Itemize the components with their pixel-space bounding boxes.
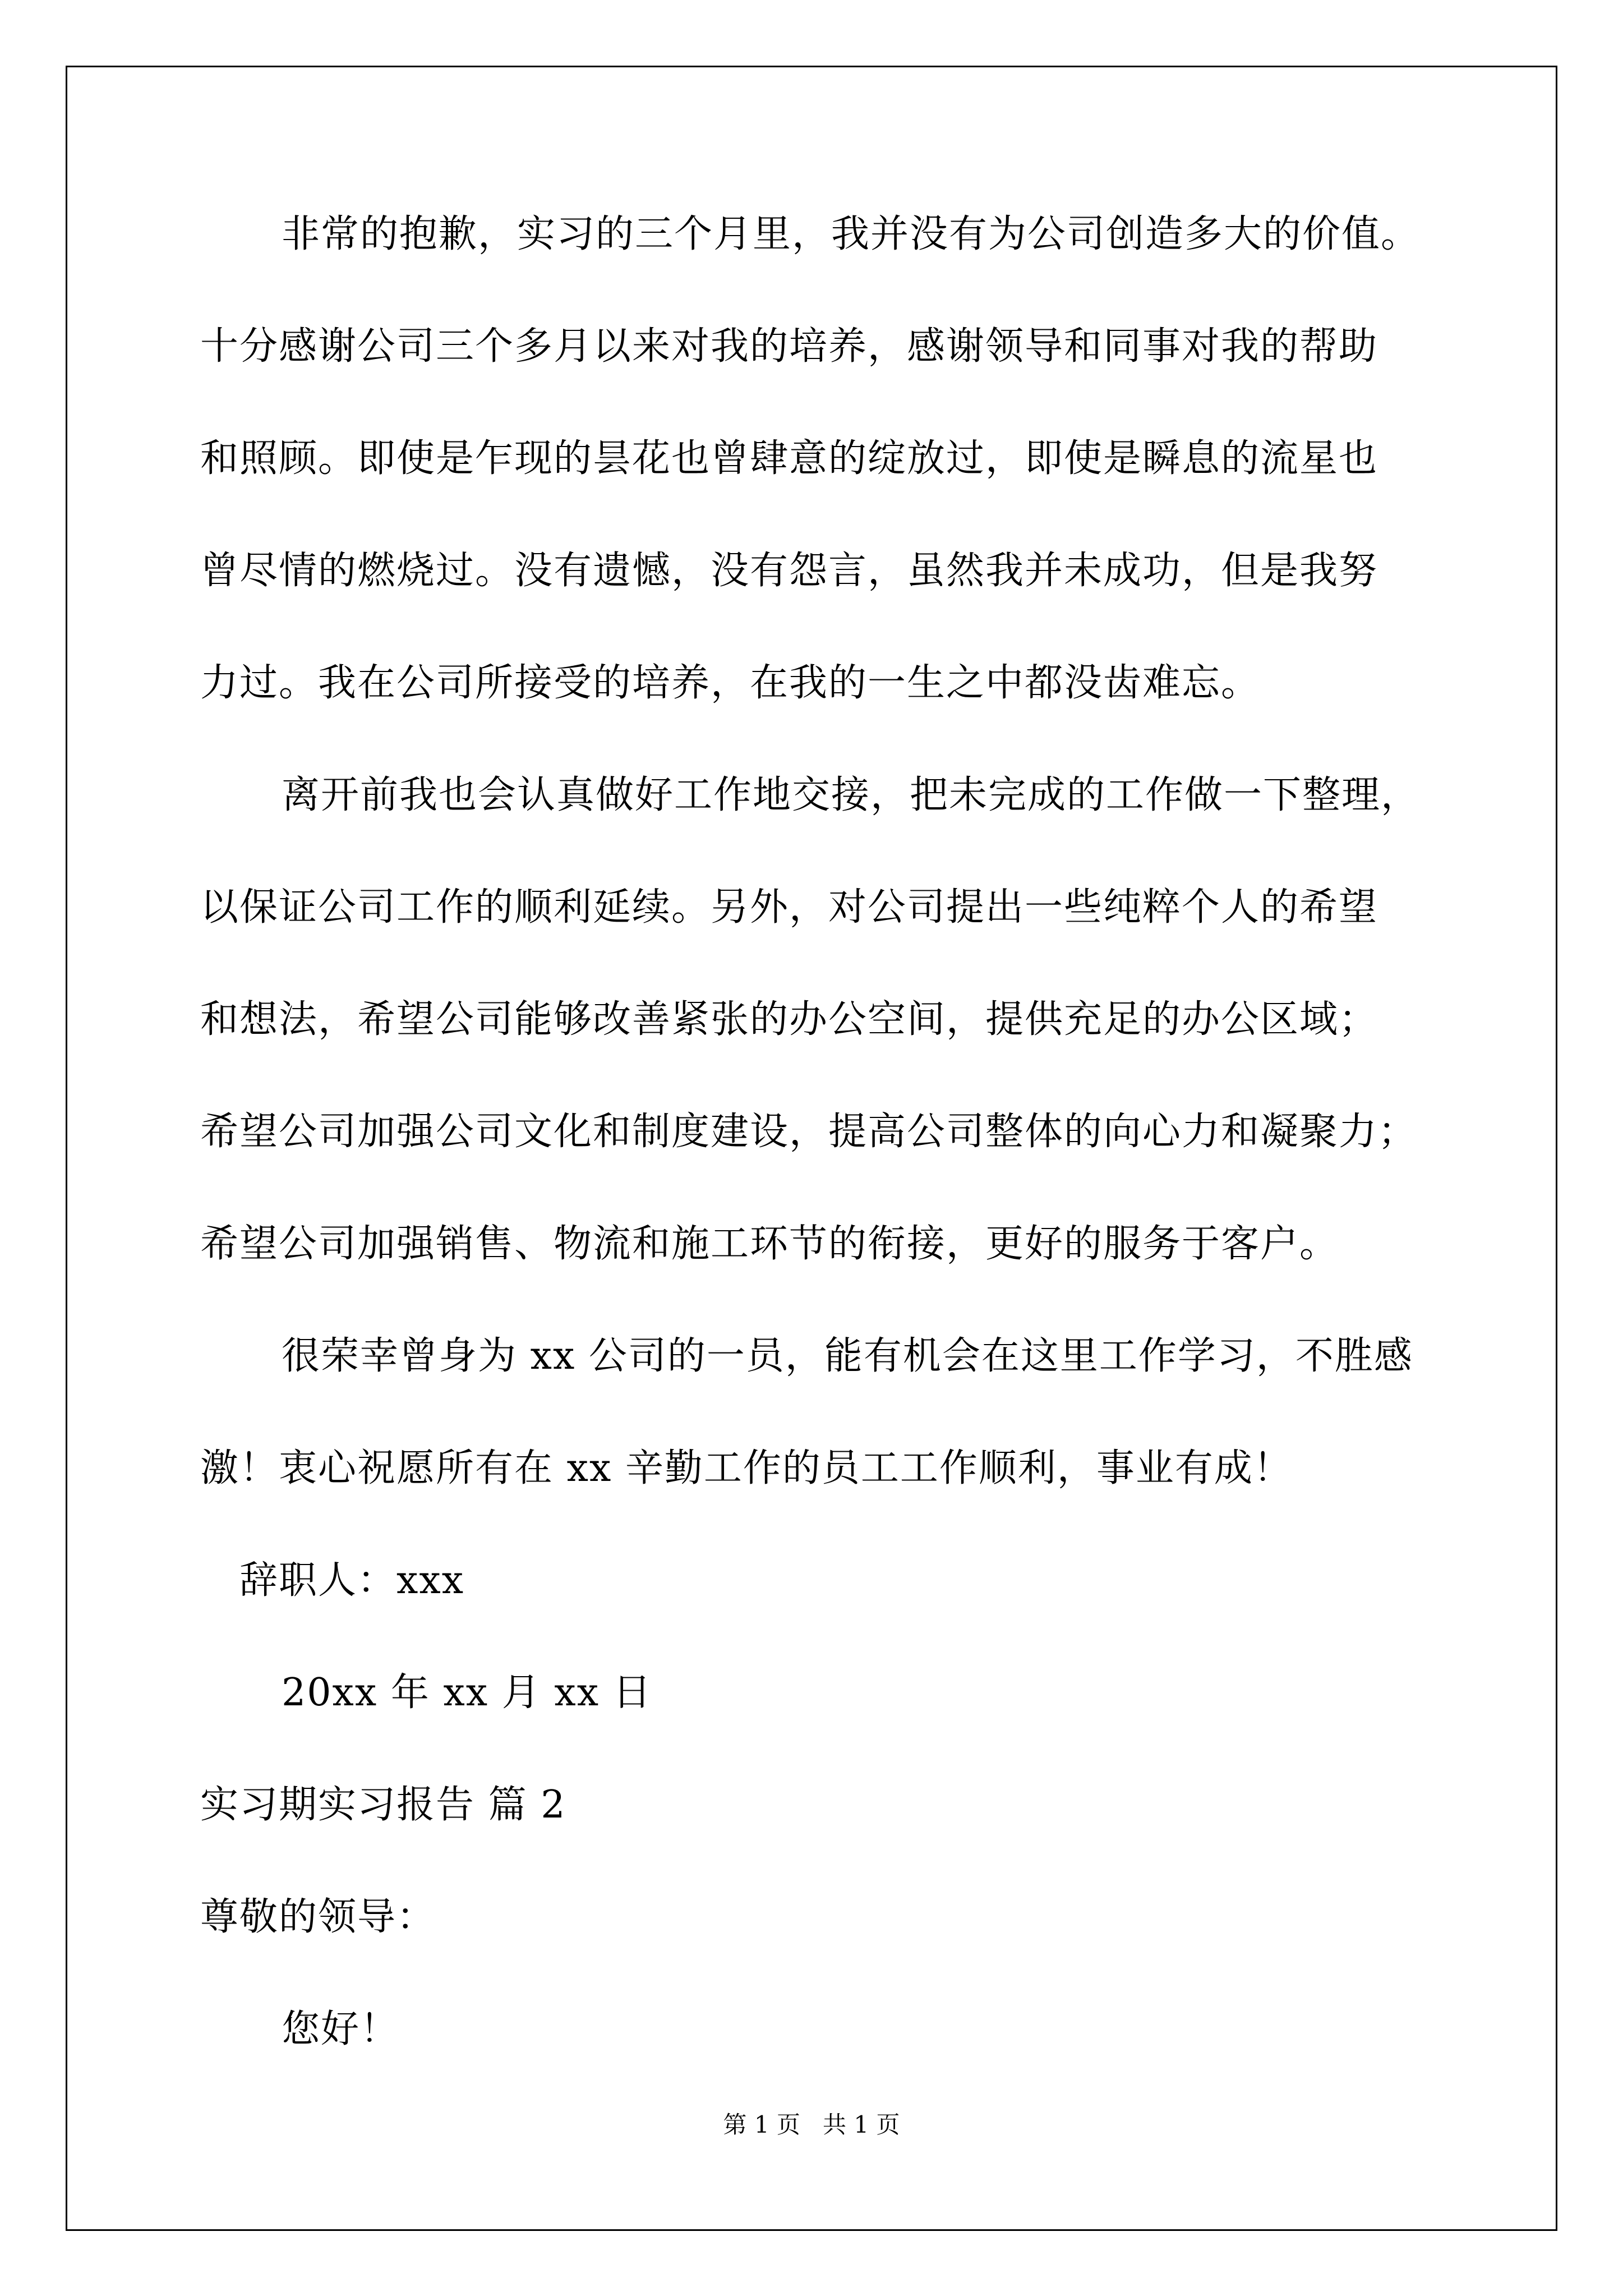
page-footer: 第 1 页 共 1 页 [723, 2111, 900, 2138]
section-title: 实习期实习报告 篇 2 [200, 1783, 566, 1827]
paragraph-1-line-2: 十分感谢公司三个多月以来对我的培养，感谢领导和同事对我的帮助 [200, 324, 1378, 369]
paragraph-2-line-4: 希望公司加强公司文化和制度建设，提高公司整体的向心力和凝聚力； [200, 1110, 1418, 1154]
paragraph-2-line-1: 离开前我也会认真做好工作地交接，把未完成的工作做一下整理， [282, 773, 1421, 817]
date: 20xx 年 xx 月 xx 日 [282, 1671, 652, 1715]
paragraph-1-line-3: 和照顾。即使是乍现的昙花也曾肆意的绽放过，即使是瞬息的流星也 [200, 436, 1378, 481]
paragraph-2-line-5: 希望公司加强销售、物流和施工环节的衔接，更好的服务于客户。 [200, 1222, 1339, 1266]
paragraph-1-line-4: 曾尽情的燃烧过。没有遗憾，没有怨言，虽然我并未成功，但是我努 [200, 549, 1378, 593]
paragraph-1-line-5: 力过。我在公司所接受的培养，在我的一生之中都没齿难忘。 [200, 661, 1261, 705]
paragraph-1-line-1: 非常的抱歉，实习的三个月里，我并没有为公司创造多大的价值。 [282, 212, 1421, 256]
paragraph-3-line-1: 很荣幸曾身为 xx 公司的一员，能有机会在这里工作学习，不胜感 [282, 1334, 1413, 1378]
paragraph-3-line-2: 激！衷心祝愿所有在 xx 辛勤工作的员工工作顺利，事业有成！ [200, 1446, 1293, 1490]
signature: 辞职人：xxx [239, 1558, 465, 1603]
paragraph-2-line-2: 以保证公司工作的顺利延续。另外，对公司提出一些纯粹个人的希望 [200, 885, 1378, 930]
greeting: 您好！ [282, 2007, 400, 2051]
salutation: 尊敬的领导： [200, 1895, 436, 1939]
paragraph-2-line-3: 和想法，希望公司能够改善紧张的办公空间，提供充足的办公区域； [200, 997, 1378, 1042]
